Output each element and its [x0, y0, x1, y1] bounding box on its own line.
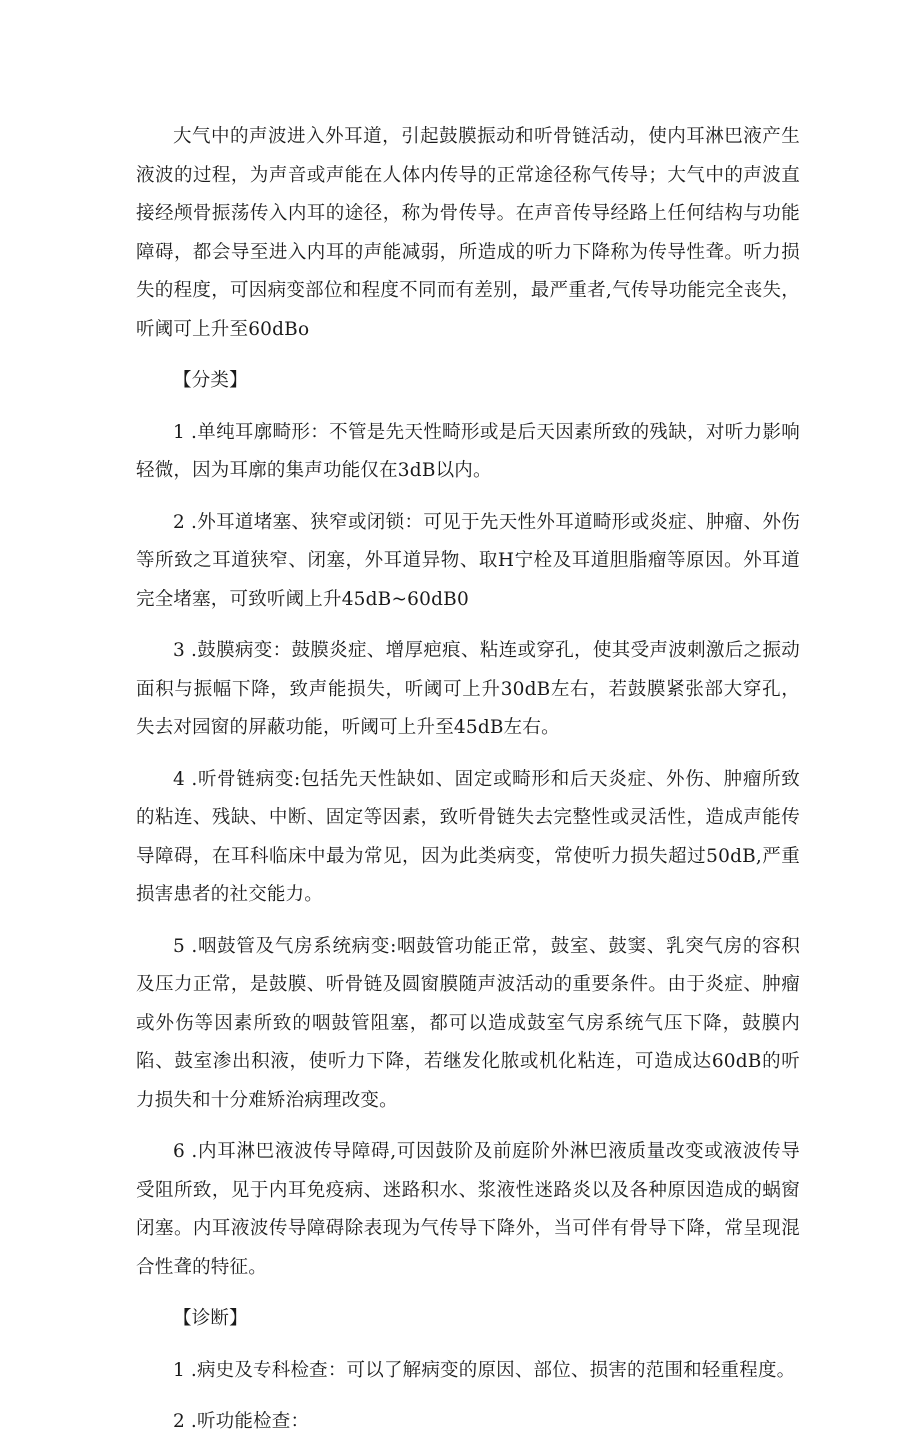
item-text: .病史及专科检查：可以了解病变的原因、部位、损害的范围和轻重程度。: [190, 1359, 796, 1381]
classification-item-3: [136, 632, 800, 748]
item-number: 2: [173, 511, 185, 533]
item-text: .听功能检查：: [190, 1411, 310, 1432]
diagnosis-item-1: [136, 1352, 800, 1391]
classification-item-6: [136, 1133, 800, 1287]
item-number: 5: [173, 935, 185, 957]
item-text: .咽鼓管及气房系统病变:咽鼓管功能正常，鼓室、鼓窦、乳突气房的容积及压力正常，是鼓膜、听骨链及圆窗膜随声波活动的重要条件。由于炎症、肿瘤或外伤等因素所致的咽鼓管阻塞，都可以造成鼓室气房系统气压下降，鼓膜内陷、鼓室渗出积液，使听力下降，若继发化脓或机化粘连，可造成达60dB的听力损失和十分难矫治病理改变。: [136, 935, 800, 1111]
diagnosis-heading: 【诊断】: [173, 1308, 248, 1329]
item-text: .鼓膜病变：鼓膜炎症、增厚疤痕、粘连或穿孔，使其受声波刺激后之振动面积与振幅下降，致声能损失，听阈可上升30dB左右，若鼓膜紧张部大穿孔，失去对园窗的屏蔽功能，听阈可上升至45dB左右。: [136, 640, 800, 738]
classification-item-2: [136, 504, 800, 620]
diagnosis-item-2: [136, 1403, 800, 1442]
item-number: 6: [173, 1141, 185, 1162]
classification-item-4: [136, 761, 800, 915]
document-body: [136, 118, 800, 1442]
item-text: .内耳淋巴液波传导障碍,可因鼓阶及前庭阶外淋巴液质量改变或液波传导受阻所致，见于内耳免疫病、迷路积水、浆液性迷路炎以及各种原因造成的蜗窗闭塞。内耳液波传导障碍除表现为气传导下降外，当可伴有骨导下降，常呈现混合性聋的特征。: [136, 1141, 800, 1278]
item-number: 4: [173, 768, 185, 790]
item-text: .听骨链病变:包括先天性缺如、固定或畸形和后天炎症、外伤、肿瘤所致的粘连、残缺、中断、固定等因素，致听骨链失去完整性或灵活性，造成声能传导障碍，在耳科临床中最为常见，因为此类病变，常使听力损失超过50dB,严重损害患者的社交能力。: [136, 768, 800, 905]
item-text: .单纯耳廓畸形：不管是先天性畸形或是后天因素所致的残缺，对听力影响轻微，因为耳廓的集声功能仅在3dB以内。: [136, 421, 800, 481]
classification-item-1: [136, 414, 800, 491]
classification-heading: 【分类】: [173, 370, 248, 391]
item-number: 2: [173, 1411, 185, 1432]
classification-item-5: [136, 928, 800, 1121]
intro-paragraph: 大气中的声波进入外耳道，引起鼓膜振动和听骨链活动，使内耳淋巴液产生液波的过程，为声音或声能在人体内传导的正常途径称气传导；大气中的声波直接经颅骨振荡传入内耳的途径，称为骨传导。在声音传导经路上任何结构与功能障碍，都会导至进入内耳的声能减弱，所造成的听力下降称为传导性聋。听力损失的程度，可因病变部位和程度不同而有差别，最严重者,气传导功能完全丧失，听阈可上升至60dBo: [136, 126, 800, 340]
item-number: 1: [173, 421, 185, 443]
item-number: 1: [173, 1359, 185, 1381]
item-number: 3: [173, 640, 185, 661]
item-text: .外耳道堵塞、狭窄或闭锁：可见于先天性外耳道畸形或炎症、肿瘤、外伤等所致之耳道狭窄、闭塞，外耳道异物、取H宁栓及耳道胆脂瘤等原因。外耳道完全堵塞，可致听阈上升45dB~60dB0: [136, 511, 800, 610]
